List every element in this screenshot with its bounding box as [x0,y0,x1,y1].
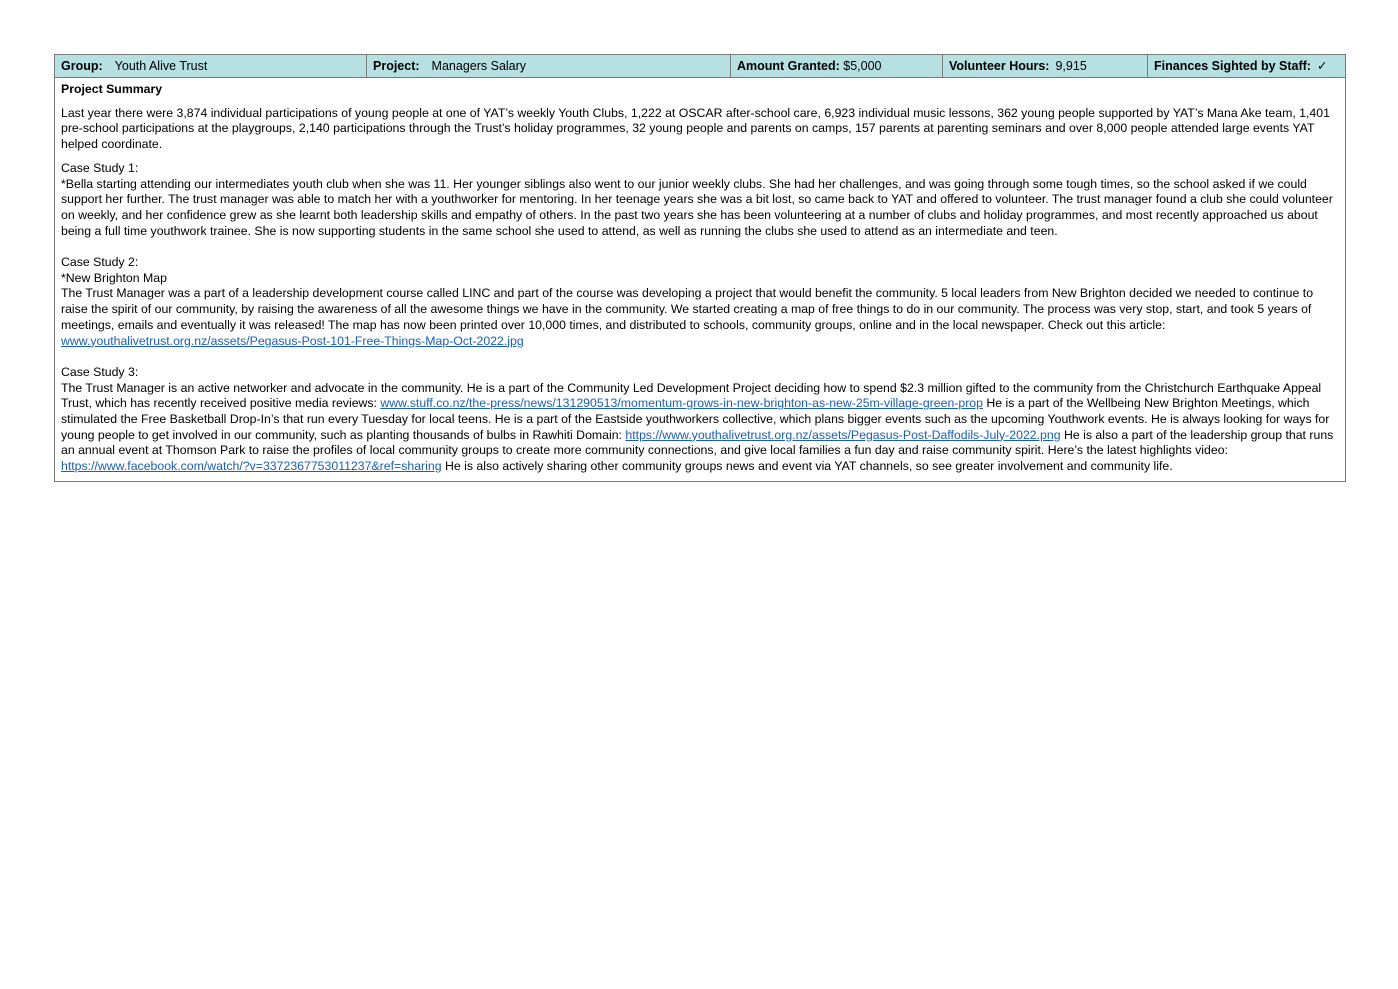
case1-heading: Case Study 1: [61,160,139,175]
amount-value: $5,000 [843,59,882,73]
case3-text-part2: He is a part of the Wellbeing New Brighton Meetings, which stimulated the Free Basketball Drop-In’s that run every Tuesday for local teens. He is a part of the Eastside youthworkers collective, which plans bigger events such as the upcoming Youthwork events. He is always looking for ways for young people to get involved in our community, such as planting thousands of bulbs in Rawhiti Domain: [61,396,1330,442]
case2-heading: Case Study 2: [61,255,139,270]
header-row [55,55,1345,78]
project-cell [367,55,731,77]
case2-text: The Trust Manager was a part of a leadership development course called LINC and part of the course was developing a project that would benefit the community. 5 local leaders from New Brighton decided we needed to continue to raise the spirit of our community, by raising the awareness of all the awesome things we have in the community. We started creating a map of free things to do in our community. The process was very stop, start, and took 5 years of meetings, emails and eventually it was released! The map has now been printed over 10,000 times, and distributed to schools, community groups, online and in the local newspaper. Check out this article: [61,286,1314,332]
group-label: Group: [61,59,103,73]
case3-text [61,381,1339,475]
amount-label: Amount Granted: [737,59,840,73]
grant-summary-table [54,54,1346,482]
case2-article-link[interactable]: www.youthalivetrust.org.nz/assets/Pegasus-Post-101-Free-Things-Map-Oct-2022.jpg [61,333,524,348]
finances-cell [1148,55,1345,77]
project-value: Managers Salary [431,59,527,73]
project-label: Project: [373,59,420,73]
case3-heading: Case Study 3: [61,364,139,379]
hours-cell [943,55,1148,77]
case3-media-link[interactable]: www.stuff.co.nz/the-press/news/131290513/momentum-grows-in-new-brighton-as-new-25m-village-green-prop [380,396,983,411]
summary-body [55,78,1345,481]
group-value: Youth Alive Trust [114,59,208,73]
amount-cell [731,55,943,77]
hours-label: Volunteer Hours: [949,59,1050,73]
case1-text: *Bella starting attending our intermediates youth club when she was 11. Her younger siblings also went to our junior weekly clubs. She had her challenges, and was going through some tough times, so the school asked if we could support her further. The trust manager was able to match her with a youthworker for mentoring. In her teenage years she was a bit lost, so came back to YAT and offered to volunteer. The trust manager found a club she could volunteer on weekly, and her confidence grew as she learnt both leadership skills and empathy of others. In the past two years she has been volunteering at a number of clubs and holiday programmes, and most recently approached us about being a full time youthwork trainee. She is now supporting students in the same school she used to attend, as well as running the clubs she used to attend as an intermediate and teen. [61,176,1333,238]
case3-text-part3: He is also a part of the leadership group that runs an annual event at Thomson Park to raise the profiles of local community groups to create more community connections, and give local families a fun day and raise community spirit. Here’s the latest highlights video: [61,427,1334,458]
case3-daffodils-link[interactable]: https://www.youthalivetrust.org.nz/assets/Pegasus-Post-Daffodils-July-2022.png [625,427,1061,442]
group-cell [55,55,367,77]
finances-label: Finances Sighted by Staff: [1154,59,1311,73]
hours-value: 9,915 [1055,59,1087,73]
case3-video-link[interactable]: https://www.facebook.com/watch/?v=3372367753011237&ref=sharing [61,459,442,474]
case2-subheading: *New Brighton Map [61,270,167,285]
check-icon: ✓ [1316,59,1328,73]
summary-intro: Last year there were 3,874 individual participations of young people at one of YAT’s weekly Youth Clubs, 1,222 at OSCAR after-school care, 6,923 individual music lessons, 362 young people supported by YAT’s Mana Ake team, 1,401 pre-school participations at the playgroups, 2,140 participations through the Trust’s holiday programmes, 32 young people and parents on camps, 157 parents at parenting seminars and over 8,000 people attended large events YAT helped coordinate. [61,105,1330,152]
summary-title: Project Summary [61,82,163,96]
case3-text-part1: The Trust Manager is an active networker and advocate in the community. He is a part of the Community Led Development Project deciding how to spend $2.3 million gifted to the community from the Christchurch Earthquake Appeal Trust, which has recently received positive media reviews: [61,380,1322,411]
case3-text-part4: He is also actively sharing other community groups news and event via YAT channels, so see greater involvement and community life. [441,459,1173,474]
